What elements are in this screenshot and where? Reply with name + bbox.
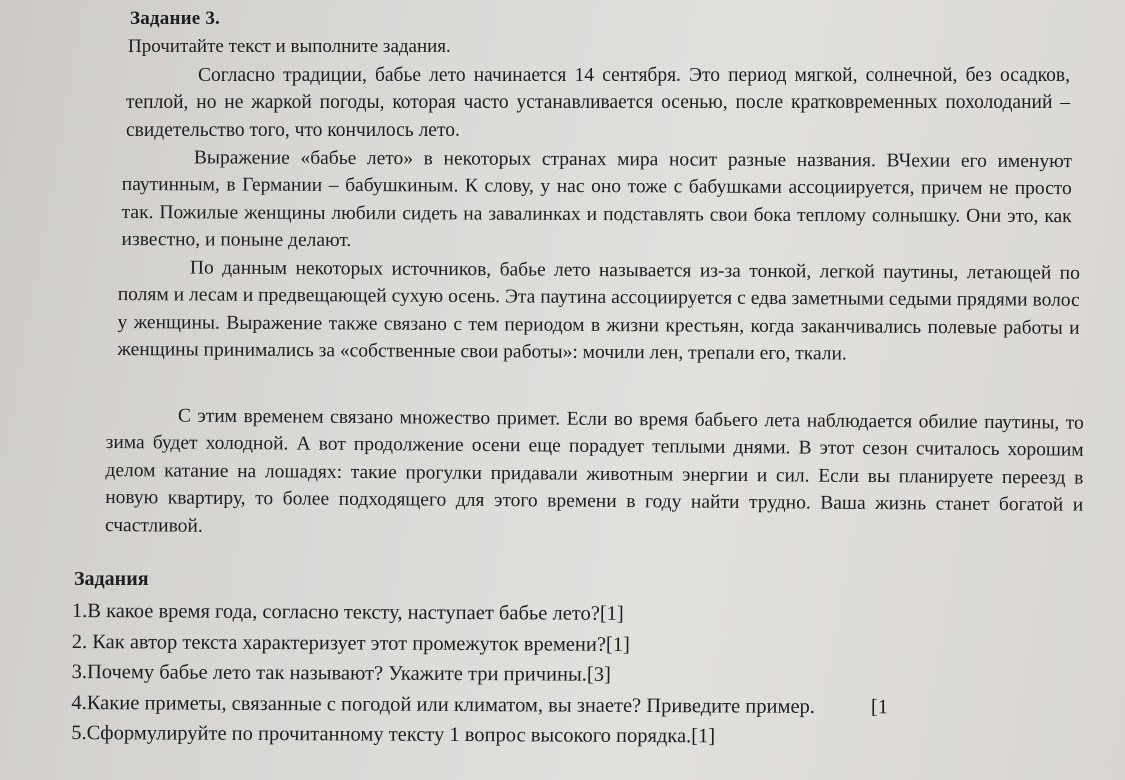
task-text: 1.В какое время года, согласно тексту, наступает бабье лето?[1] — [71, 599, 624, 625]
task-points: [1 — [870, 695, 889, 718]
task-text: 3.Почему бабье лето так называют? Укажите три причины.[3] — [71, 660, 611, 686]
task-item-5 — [71, 718, 1071, 754]
task-text: 5.Сформулируйте по прочитанному тексту 1 вопрос высокого порядка.[1] — [71, 721, 716, 748]
task-text: 2. Как автор текста характеризует этот промежуток времени?[1] — [71, 630, 630, 656]
paragraph-4: С этим временем связано множество примет. Если во время бабьего лета наблюдается обилие паутины, то зима будет холодной. А вот продолжение осени еще порадует теплыми днями. В этот сезон считалось хорошим делом катание на лошадях: такие прогулки придавали животным энергии и сил. Если вы планируете переезд в новую квартиру, то более подходящего для этого времени в году найти трудно. Ваша жизнь станет богатой и счастливой. — [104, 405, 1084, 537]
task-list — [71, 596, 1072, 754]
paragraph-1: Согласно традиции, бабье лето начинается 14 сентября. Это период мягкой, солнечной, без осадков, теплой, но не жаркой погоды, которая часто устанавливается осенью, после кратковременных похолоданий – свидетельство того, что кончилось лето. — [126, 65, 1070, 141]
tasks-heading: Задания — [74, 568, 149, 590]
paragraph-2: Выражение «бабье лето» в некоторых странах мира носит разные названия. ВЧехии его именуют паутинным, в Германии – бабушкиным. К слову, у нас оно тоже с бабушками ассоциируется, причем не просто так. Пожилые женщины любили сидеть на завалинках и подставлять свои бока теплому солнышку. Они это, как известно, и поныне делают. — [121, 147, 1072, 252]
instruction-line: Прочитайте текст и выполните задания. — [128, 36, 451, 57]
task-text: 4.Какие приметы, связанные с погодой или климатом, вы знаете? Приведите пример. — [71, 691, 816, 718]
paragraph-3: По данным некоторых источников, бабье лето называется из-за тонкой, легкой паутины, летающей по полям и лесам и предвещающей сухую осень. Эта паутина ассоциируется с едва заметными седыми прядями волос у женщины. Выражение также связано с тем периодом в жизни крестьян, когда заканчивались полевые работы и женщины принимались за «собственные свои работы»: мочили лен, трепали его, ткали. — [117, 257, 1080, 365]
task-title: Задание 3. — [130, 8, 220, 29]
